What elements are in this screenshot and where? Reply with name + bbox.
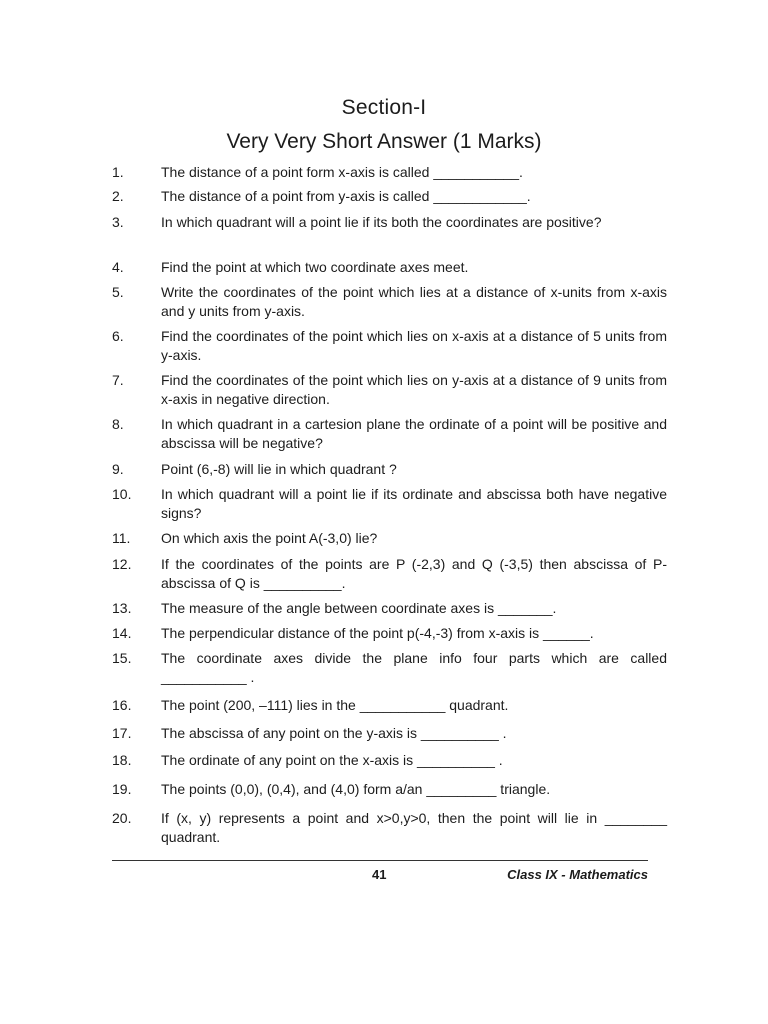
question-text: In which quadrant will a point lie if its ordinate and abscissa both have negative signs? bbox=[161, 486, 667, 521]
question-number: 20. bbox=[112, 810, 132, 826]
footer-divider bbox=[112, 860, 648, 861]
question-text: Write the coordinates of the point which lies at a distance of x-units from x-axis and y units from y-axis. bbox=[161, 284, 667, 319]
question-text: The point (200, –111) lies in the ___________ quadrant. bbox=[161, 697, 509, 713]
page-number: 41 bbox=[372, 867, 387, 882]
question-text: If the coordinates of the points are P (-2,3) and Q (-3,5) then abscissa of P- abscissa of Q is __________. bbox=[161, 556, 667, 591]
question-number: 18. bbox=[112, 752, 132, 768]
question-number: 2. bbox=[112, 188, 124, 204]
question-number: 13. bbox=[112, 600, 132, 616]
question-text: On which axis the point A(-3,0) lie? bbox=[161, 530, 378, 546]
question-text: The distance of a point from y-axis is called ____________. bbox=[161, 188, 531, 204]
question-text: Find the coordinates of the point which lies on y-axis at a distance of 9 units from x-axis in negative direction. bbox=[161, 372, 667, 407]
question-text: The distance of a point form x-axis is called ___________. bbox=[161, 164, 523, 180]
question-number: 14. bbox=[112, 625, 132, 641]
question-number: 1. bbox=[112, 164, 124, 180]
question-number: 9. bbox=[112, 461, 124, 477]
question-text: If (x, y) represents a point and x>0,y>0, then the point will lie in ________ quadrant. bbox=[161, 810, 667, 845]
question-text: In which quadrant will a point lie if its both the coordinates are positive? bbox=[161, 214, 602, 230]
question-text: The perpendicular distance of the point p(-4,-3) from x-axis is ______. bbox=[161, 625, 594, 641]
question-number: 8. bbox=[112, 416, 124, 432]
question-number: 3. bbox=[112, 214, 124, 230]
question-text: The measure of the angle between coordinate axes is _______. bbox=[161, 600, 557, 616]
question-text: Find the point at which two coordinate axes meet. bbox=[161, 259, 469, 275]
section-heading: Section-I bbox=[341, 96, 427, 119]
question-number: 15. bbox=[112, 650, 132, 666]
question-text: Point (6,-8) will lie in which quadrant ? bbox=[161, 461, 397, 477]
question-number: 11. bbox=[112, 530, 131, 546]
question-number: 5. bbox=[112, 284, 124, 300]
question-text: The coordinate axes divide the plane info four parts which are called ___________ . bbox=[161, 650, 667, 685]
question-number: 16. bbox=[112, 697, 132, 713]
question-text: The points (0,0), (0,4), and (4,0) form a/an _________ triangle. bbox=[161, 781, 551, 797]
question-number: 4. bbox=[112, 259, 124, 275]
question-number: 6. bbox=[112, 328, 124, 344]
question-number: 10. bbox=[112, 486, 132, 502]
question-text: In which quadrant in a cartesion plane the ordinate of a point will be positive and abscissa will be negative? bbox=[161, 416, 667, 451]
section-subtitle: Very Very Short Answer (1 Marks) bbox=[226, 130, 542, 153]
question-text: The ordinate of any point on the x-axis is __________ . bbox=[161, 752, 503, 768]
question-text: The abscissa of any point on the y-axis is __________ . bbox=[161, 725, 507, 741]
question-text: Find the coordinates of the point which lies on x-axis at a distance of 5 units from y-axis. bbox=[161, 328, 667, 363]
question-number: 19. bbox=[112, 781, 132, 797]
question-number: 17. bbox=[112, 725, 132, 741]
question-number: 12. bbox=[112, 556, 132, 572]
question-number: 7. bbox=[112, 372, 124, 388]
footer-label: Class IX - Mathematics bbox=[507, 867, 648, 882]
